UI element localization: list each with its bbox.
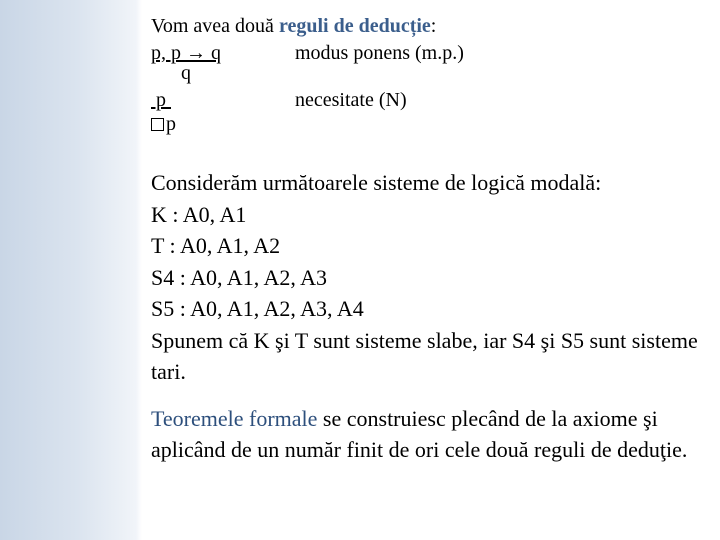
mp-premise: p, p → q [151, 42, 221, 64]
system-k: K : A0, A1 [151, 201, 247, 227]
intro-line [151, 15, 436, 37]
n-premise: p [151, 89, 171, 111]
intro-highlight: reguli de deducție [278, 15, 431, 37]
system-s4: S4 : A0, A1, A2, A3 [151, 264, 328, 290]
intro-prefix: Vom avea două [151, 15, 279, 37]
system-s5: S5 : A0, A1, A2, A3, A4 [151, 296, 364, 321]
intro-suffix: : [430, 15, 437, 37]
slide-content [151, 0, 711, 462]
theorems-text: se construiesc plecând de la axiome şi aplicând de un număr finit de ori cele două reguli de deduţie. [151, 406, 688, 462]
systems-paragraph [151, 167, 711, 388]
system-t: T : A0, A1, A2 [151, 233, 281, 258]
systems-heading: Considerăm următoarele sisteme de logică modală: [151, 170, 602, 195]
mp-rule-name: modus ponens (m.p.) [295, 42, 464, 64]
n-rule-name: necesitate (N) [295, 89, 407, 111]
deduction-rules-block [151, 0, 711, 135]
theorems-paragraph [151, 403, 696, 465]
mp-conclusion: q [181, 62, 191, 84]
n-conclusion: p [166, 113, 176, 135]
theorems-highlight: Teoremele formale [151, 406, 318, 431]
systems-note: Spunem că K şi T sunt sisteme slabe, iar S4 şi S5 sunt sisteme tari. [151, 327, 698, 384]
n-conclusion-line [151, 113, 176, 135]
necessity-box-icon [151, 118, 164, 131]
decorative-side-band [0, 0, 142, 540]
